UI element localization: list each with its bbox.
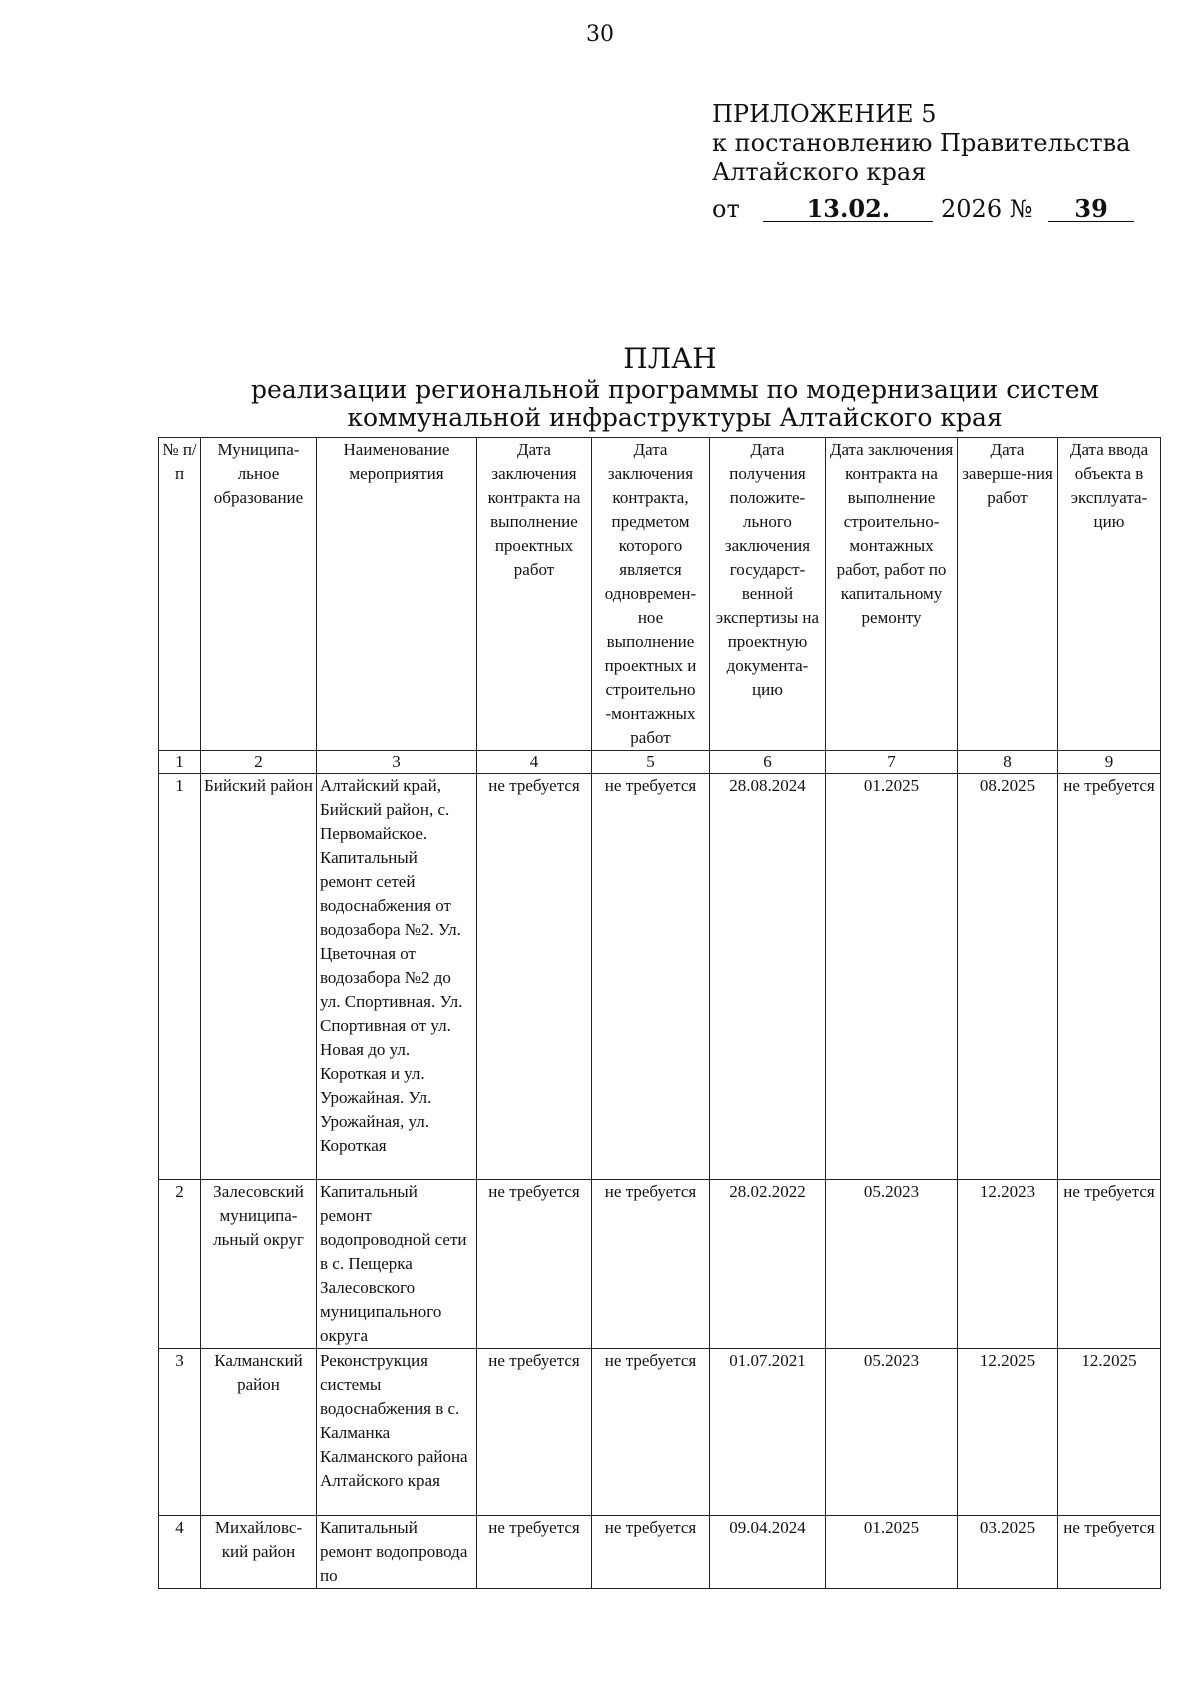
row-municipality: Михайловс-кий район	[201, 1516, 317, 1589]
row-commissioning: не требуется	[1058, 774, 1161, 1180]
row-measure: Реконструкция системы водоснабжения в с. Калманка Калманского района Алтайского края	[317, 1349, 477, 1516]
column-number: 8	[958, 751, 1058, 774]
column-number-row	[159, 751, 1161, 774]
row-completion: 03.2025	[958, 1516, 1058, 1589]
column-number: 1	[159, 751, 201, 774]
row-design-contract: не требуется	[477, 1516, 592, 1589]
row-expertise-date: 28.02.2022	[710, 1180, 826, 1349]
header-combined-contract: Дата заключения контракта, предметом которого является одновремен-ное выполнение проектных и строительно -монтажных работ	[592, 438, 710, 751]
row-design-contract: не требуется	[477, 1180, 592, 1349]
row-measure: Капитальный ремонт водопроводной сети в с. Пещерка Залесовского муниципального округа	[317, 1180, 477, 1349]
row-commissioning: 12.2025	[1058, 1349, 1161, 1516]
header-row	[159, 438, 1161, 751]
column-number: 5	[592, 751, 710, 774]
row-design-contract: не требуется	[477, 774, 592, 1180]
row-construction-contract: 01.2025	[826, 774, 958, 1180]
plan-subtitle	[250, 376, 1100, 432]
date-value: 13.02.	[763, 197, 933, 222]
header-construction-contract: Дата заключения контракта на выполнение строительно-монтажных работ, работ по капитальному ремонту	[826, 438, 958, 751]
row-expertise-date: 09.04.2024	[710, 1516, 826, 1589]
row-construction-contract: 05.2023	[826, 1180, 958, 1349]
row-construction-contract: 01.2025	[826, 1516, 958, 1589]
table-row	[159, 1180, 1161, 1349]
row-commissioning: не требуется	[1058, 1516, 1161, 1589]
row-num: 4	[159, 1516, 201, 1589]
date-prefix: от	[712, 195, 740, 223]
plan-subtitle-line-2: коммунальной инфраструктуры Алтайского края	[347, 403, 1003, 432]
table-row	[159, 774, 1161, 1180]
row-combined-contract: не требуется	[592, 1180, 710, 1349]
header-completion: Дата заверше-ния работ	[958, 438, 1058, 751]
appendix-date-line	[712, 195, 1134, 224]
row-combined-contract: не требуется	[592, 1516, 710, 1589]
table-row	[159, 1349, 1161, 1516]
appendix-line-2: Алтайского края	[712, 158, 927, 186]
row-num: 1	[159, 774, 201, 1180]
row-combined-contract: не требуется	[592, 774, 710, 1180]
column-number: 4	[477, 751, 592, 774]
row-completion: 12.2025	[958, 1349, 1058, 1516]
row-combined-contract: не требуется	[592, 1349, 710, 1516]
plan-subtitle-line-1: реализации региональной программы по модернизации систем	[251, 375, 1099, 404]
header-num: № п/п	[159, 438, 201, 751]
column-number: 6	[710, 751, 826, 774]
table-row	[159, 1516, 1161, 1589]
row-measure: Капитальный ремонт водопровода по	[317, 1516, 477, 1589]
header-measure: Наименование мероприятия	[317, 438, 477, 751]
header-commissioning: Дата ввода объекта в эксплуата-цию	[1058, 438, 1161, 751]
row-measure: Алтайский край, Бийский район, с. Первомайское. Капитальный ремонт сетей водоснабжения от водозабора №2. Ул. Цветочная от водозабора №2 до ул. Спортивная. Ул. Спортивная от ул. Новая до ул. Короткая и ул. Урожайная. Ул. Урожайная, ул. Короткая	[317, 774, 477, 1180]
appendix-line-1: к постановлению Правительства	[712, 129, 1131, 157]
header-expertise-date: Дата получения положите-льного заключения государст-венной экспертизы на проектную документа-цию	[710, 438, 826, 751]
header-municipality: Муниципа-льное образование	[201, 438, 317, 751]
row-num: 3	[159, 1349, 201, 1516]
header-design-contract: Дата заключения контракта на выполнение проектных работ	[477, 438, 592, 751]
row-commissioning: не требуется	[1058, 1180, 1161, 1349]
row-completion: 12.2023	[958, 1180, 1058, 1349]
year-text: 2026 №	[941, 195, 1033, 223]
column-number: 3	[317, 751, 477, 774]
row-num: 2	[159, 1180, 201, 1349]
row-construction-contract: 05.2023	[826, 1349, 958, 1516]
appendix-title: ПРИЛОЖЕНИЕ 5	[712, 100, 937, 128]
row-municipality: Залесовский муниципа-льный округ	[201, 1180, 317, 1349]
column-number: 9	[1058, 751, 1161, 774]
row-expertise-date: 28.08.2024	[710, 774, 826, 1180]
row-expertise-date: 01.07.2021	[710, 1349, 826, 1516]
plan-title: ПЛАН	[623, 342, 717, 375]
column-number: 2	[201, 751, 317, 774]
page-number: 30	[586, 22, 614, 47]
row-completion: 08.2025	[958, 774, 1058, 1180]
row-municipality: Бийский район	[201, 774, 317, 1180]
column-number: 7	[826, 751, 958, 774]
resolution-number: 39	[1048, 197, 1134, 222]
row-design-contract: не требуется	[477, 1349, 592, 1516]
plan-table	[158, 437, 1161, 1589]
appendix-block	[712, 100, 1134, 224]
row-municipality: Калманский район	[201, 1349, 317, 1516]
